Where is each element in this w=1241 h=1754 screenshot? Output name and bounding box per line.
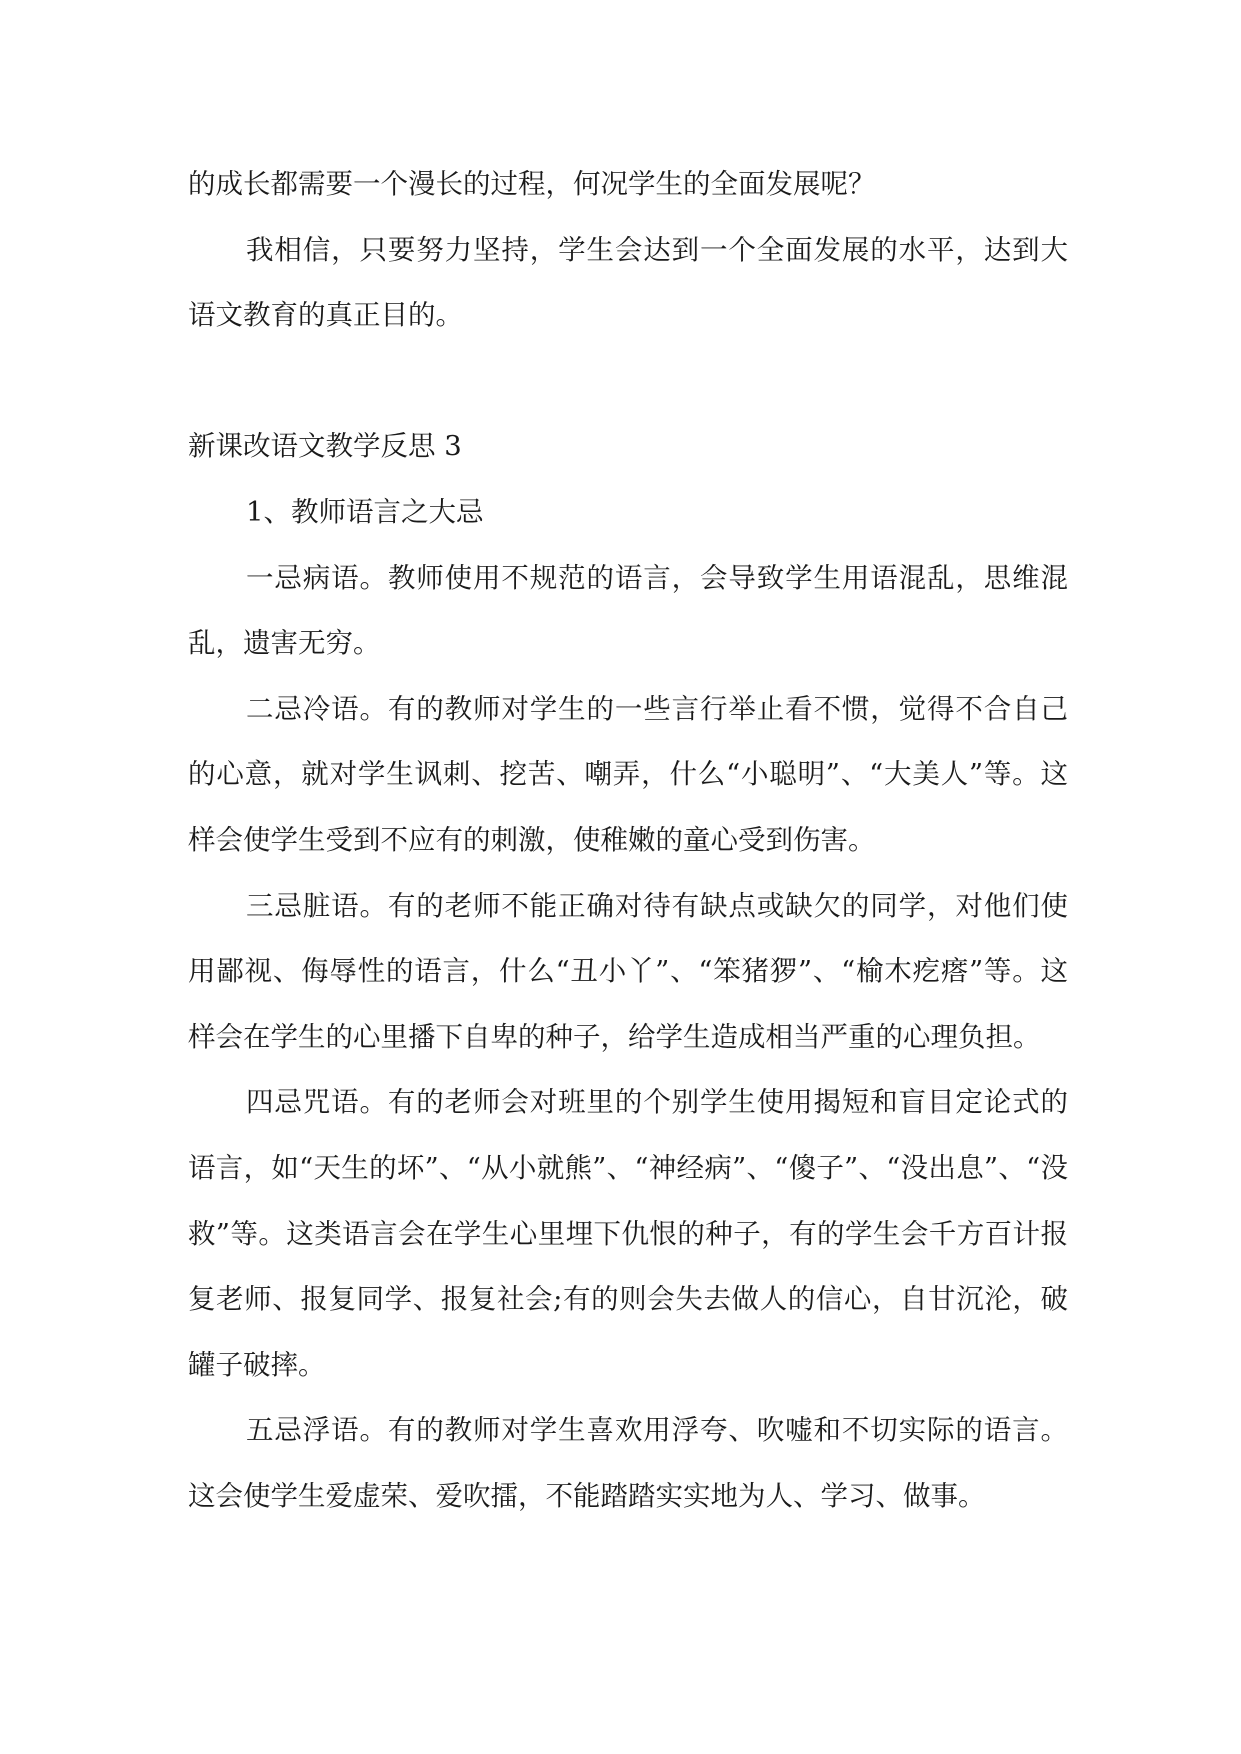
- subsection-heading: 1、教师语言之大忌: [246, 495, 484, 528]
- paragraph-taboo-1: 一忌病语。教师使用不规范的语言，会导致学生用语混乱，思维混乱，遗害无穷。: [188, 561, 1068, 660]
- paragraph-continuation: 的成长都需要一个漫长的过程，何况学生的全面发展呢？: [188, 168, 876, 200]
- paragraph-conclusion: 我相信，只要努力坚持，学生会达到一个全面发展的水平，达到大语文教育的真正目的。: [188, 233, 1068, 332]
- document-body: [188, 152, 1068, 1529]
- section-gap: [188, 349, 1068, 415]
- section-title: 新课改语文教学反思 3: [188, 430, 462, 463]
- paragraph-taboo-5: 五忌浮语。有的教师对学生喜欢用浮夸、吹嘘和不切实际的语言。这会使学生爱虚荣、爱吹擂，不能踏踏实实地为人、学习、做事。: [188, 1414, 1068, 1512]
- paragraph-taboo-3: 三忌脏语。有的老师不能正确对待有缺点或缺欠的同学，对他们使用鄙视、侮辱性的语言，什么“丑小丫”、“笨猪猡”、“榆木疙瘩”等。这样会在学生的心里播下自卑的种子，给学生造成相当严重的心理负担。: [188, 889, 1068, 1053]
- paragraph-taboo-2: 二忌冷语。有的教师对学生的一些言行举止看不惯，觉得不合自己的心意，就对学生讽刺、挖苦、嘲弄，什么“小聪明”、“大美人”等。这样会使学生受到不应有的刺激，使稚嫩的童心受到伤害。: [188, 692, 1068, 856]
- paragraph-taboo-4: 四忌咒语。有的老师会对班里的个别学生使用揭短和盲目定论式的语言，如“天生的坏”、“从小就熊”、“神经病”、“傻子”、“没出息”、“没救”等。这类语言会在学生心里埋下仇恨的种子，有的学生会千方百计报复老师、报复同学、报复社会;有的则会失去做人的信心，自甘沉沦，破罐子破摔。: [188, 1086, 1068, 1381]
